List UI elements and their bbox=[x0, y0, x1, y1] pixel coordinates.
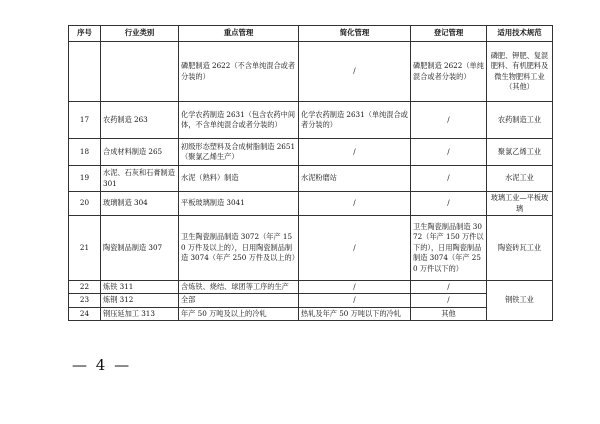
table-row bbox=[69, 42, 553, 102]
cell-no: 24 bbox=[69, 307, 101, 320]
table-header-row bbox=[69, 26, 553, 42]
cell-key: 年产 50 万吨及以上的冷轧 bbox=[179, 307, 299, 320]
cell-reg: / bbox=[411, 192, 487, 216]
cell-spec: 农药制造工业 bbox=[487, 102, 553, 139]
cell-no: 18 bbox=[69, 139, 101, 166]
cell-cat: 玻璃制造 304 bbox=[101, 192, 179, 216]
table-row bbox=[69, 139, 553, 166]
table-row bbox=[69, 281, 553, 294]
cell-key: 初级形态塑料及合成树脂制造 2651（聚氯乙烯生产） bbox=[179, 139, 299, 166]
cell-no: 20 bbox=[69, 192, 101, 216]
cell-cat: 合成材料制造 265 bbox=[101, 139, 179, 166]
cell-cat: 炼铁 311 bbox=[101, 281, 179, 294]
header-simplified-management: 简化管理 bbox=[299, 26, 411, 42]
cell-simple: / bbox=[299, 192, 411, 216]
cell-no: 19 bbox=[69, 166, 101, 192]
header-serial: 序号 bbox=[69, 26, 101, 42]
header-industry: 行业类别 bbox=[101, 26, 179, 42]
cell-reg: / bbox=[411, 102, 487, 139]
table-row bbox=[69, 216, 553, 281]
cell-spec: 聚氯乙烯工业 bbox=[487, 139, 553, 166]
cell-reg: 其他 bbox=[411, 307, 487, 320]
cell-reg: / bbox=[411, 281, 487, 294]
cell-simple: / bbox=[299, 281, 411, 294]
cell-spec: 玻璃工业—平板玻璃 bbox=[487, 192, 553, 216]
cell-key: 全部 bbox=[179, 294, 299, 307]
cell-simple: / bbox=[299, 42, 411, 102]
cell-cat: 钢压延加工 313 bbox=[101, 307, 179, 320]
header-key-management: 重点管理 bbox=[179, 26, 299, 42]
cell-spec: 水泥工业 bbox=[487, 166, 553, 192]
cell-simple: 化学农药制造 2631（单纯混合或者分装的） bbox=[299, 102, 411, 139]
cell-cat: 农药制造 263 bbox=[101, 102, 179, 139]
cell-spec-steel: 钢铁工业 bbox=[487, 281, 553, 321]
header-registration-management: 登记管理 bbox=[411, 26, 487, 42]
table-row bbox=[69, 166, 553, 192]
cell-no: 23 bbox=[69, 294, 101, 307]
table-row bbox=[69, 102, 553, 139]
cell-no: 17 bbox=[69, 102, 101, 139]
cell-cat: 炼钢 312 bbox=[101, 294, 179, 307]
table-row bbox=[69, 307, 553, 320]
cell-simple: / bbox=[299, 294, 411, 307]
cell-key: 含炼铁、烧结、球团等工序的生产 bbox=[179, 281, 299, 294]
cell-reg: / bbox=[411, 139, 487, 166]
cell-key: 化学农药制造 2631（包含农药中间体，不含单纯混合或者分装的） bbox=[179, 102, 299, 139]
header-technical-spec: 适用技术规范 bbox=[487, 26, 553, 42]
cell-no: 21 bbox=[69, 216, 101, 281]
cell-simple: / bbox=[299, 139, 411, 166]
cell-key: 卫生陶瓷制品制造 3072（年产 150 万件及以上的），日用陶瓷制品制造 3074（年产 250 万件及以上的） bbox=[179, 216, 299, 281]
cell-key: 平板玻璃制造 3041 bbox=[179, 192, 299, 216]
cell-cat: 水泥、石灰和石膏制造 301 bbox=[101, 166, 179, 192]
cell-simple: 水泥粉磨站 bbox=[299, 166, 411, 192]
cell-reg: 卫生陶瓷制品制造 3072（年产 150 万件以下的），日用陶瓷制品制造 3074（年产 250 万件以下的） bbox=[411, 216, 487, 281]
cell-spec: 磷肥、钾肥、复混肥料、有机肥料及微生物肥料工业（其他） bbox=[487, 42, 553, 102]
cell-no: 22 bbox=[69, 281, 101, 294]
cell-reg: / bbox=[411, 294, 487, 307]
cell-reg: / bbox=[411, 166, 487, 192]
cell-simple: / bbox=[299, 216, 411, 281]
cell-simple: 热轧及年产 50 万吨以下的冷轧 bbox=[299, 307, 411, 320]
cell-key: 磷肥制造 2622（不含单纯混合或者分装的） bbox=[179, 42, 299, 102]
cell-spec: 陶瓷砖瓦工业 bbox=[487, 216, 553, 281]
cell-reg: 磷肥制造 2622（单纯混合或者分装的） bbox=[411, 42, 487, 102]
table-row bbox=[69, 294, 553, 307]
table-row bbox=[69, 192, 553, 216]
industry-classification-table bbox=[68, 25, 553, 321]
cell-cat: 陶瓷制品制造 307 bbox=[101, 216, 179, 281]
page-number: — 4 — bbox=[72, 356, 132, 374]
cell-key: 水泥（熟料）制造 bbox=[179, 166, 299, 192]
